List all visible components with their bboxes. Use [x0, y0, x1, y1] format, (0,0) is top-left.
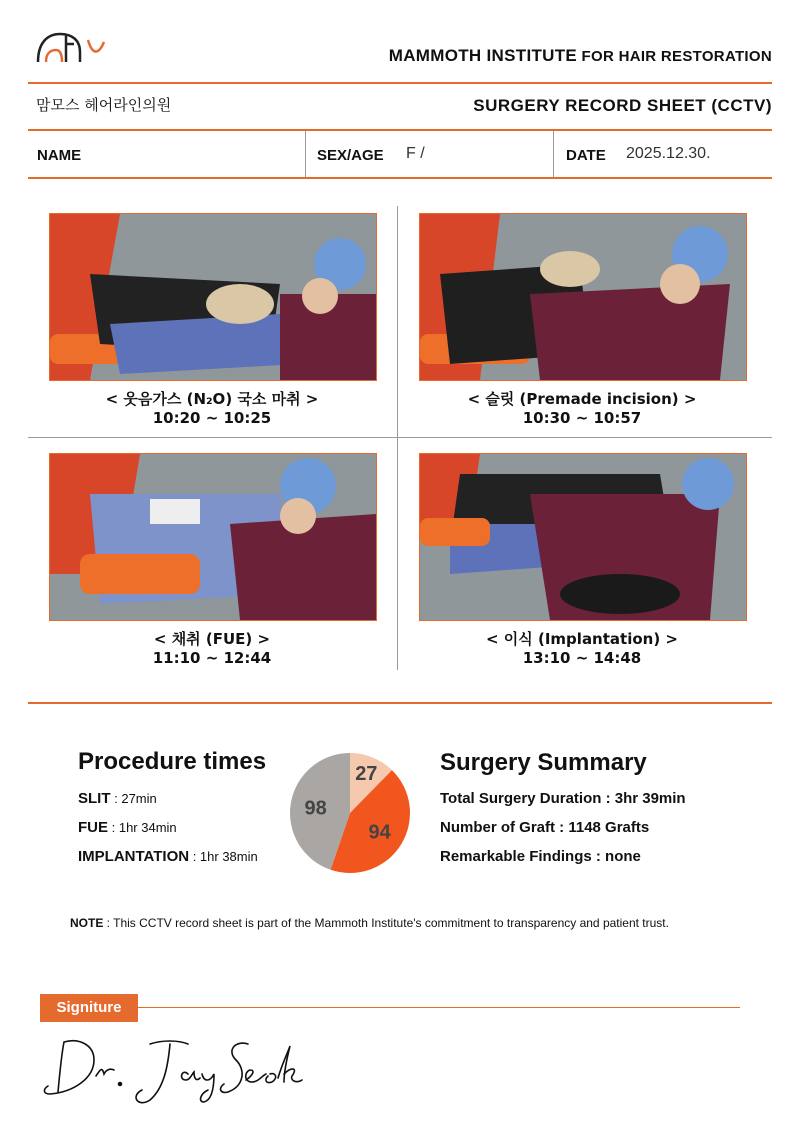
procedure-label-fue: FUE	[78, 819, 108, 836]
photo-step-2: < 슬릿 (Premade incision) >	[467, 390, 697, 408]
header-divider-1	[28, 82, 772, 84]
pie-label-fue: 94	[368, 821, 391, 844]
pie-label-slit: 27	[355, 763, 378, 786]
name-label: NAME	[37, 147, 82, 164]
photo-step-3: < 채취 (FUE) >	[153, 630, 271, 648]
photo-caption-1	[52, 390, 372, 428]
sex-age-value: F /	[406, 145, 425, 162]
mammoth-logo	[36, 28, 108, 64]
cctv-photo-slit	[419, 213, 747, 381]
clinic-name-kr: 맘모스 헤어라인의원	[36, 96, 172, 114]
note-text: : This CCTV record sheet is part of the Mammoth Institute's commitment to transparency and patient trust.	[103, 916, 669, 930]
photo-caption-2	[422, 390, 742, 428]
info-separator-2	[553, 131, 554, 177]
cctv-photo-fue	[49, 453, 377, 621]
procedure-title: Procedure times	[78, 748, 267, 775]
photo-time-3: 11:10 ~ 12:44	[152, 649, 272, 667]
procedure-row-fue	[78, 819, 177, 836]
summary-grafts: Number of Graft : 1148 Grafts	[440, 819, 650, 836]
date-value: 2025.12.30.	[626, 145, 711, 162]
photo-step-1: < 웃음가스 (N₂O) 국소 마취 >	[105, 390, 319, 408]
photo-time-1: 10:20 ~ 10:25	[152, 409, 272, 427]
procedure-row-slit	[78, 790, 157, 807]
summary-title: Surgery Summary	[440, 749, 647, 776]
procedure-value-slit: : 27min	[110, 791, 157, 806]
summary-duration: Total Surgery Duration : 3hr 39min	[440, 790, 686, 807]
procedure-pie-chart	[288, 751, 412, 875]
note-label: NOTE	[70, 916, 104, 930]
sex-age-label: SEX/AGE	[317, 147, 384, 164]
summary-findings: Remarkable Findings : none	[440, 848, 641, 865]
procedure-row-implantation	[78, 848, 258, 865]
photo-caption-3	[52, 630, 372, 668]
procedure-value-implantation: : 1hr 38min	[189, 849, 258, 864]
photo-time-2: 10:30 ~ 10:57	[522, 409, 642, 427]
procedure-label-slit: SLIT	[78, 790, 111, 807]
cctv-photo-anesthesia	[49, 213, 377, 381]
procedure-label-implantation: IMPLANTATION	[78, 848, 190, 865]
signature-line	[138, 1007, 740, 1008]
info-separator-1	[305, 131, 306, 177]
brand-main: MAMMOTH INSTITUTE	[388, 46, 578, 65]
signature-handwriting	[38, 1030, 308, 1110]
header-divider-2	[28, 129, 772, 131]
signature-label: Signiture	[40, 994, 138, 1022]
photos-divider	[28, 702, 772, 704]
photo-time-4: 13:10 ~ 14:48	[522, 649, 642, 667]
photo-grid-horizontal	[28, 437, 772, 438]
date-label: DATE	[566, 147, 606, 164]
brand-title	[389, 46, 772, 66]
photo-grid-vertical	[397, 206, 398, 670]
photo-caption-4	[422, 630, 742, 668]
brand-sub: FOR HAIR RESTORATION	[577, 48, 772, 65]
photo-step-4: < 이식 (Implantation) >	[486, 630, 678, 648]
pie-label-implantation: 98	[304, 797, 327, 820]
sheet-title: SURGERY RECORD SHEET (CCTV)	[473, 96, 772, 115]
procedure-value-fue: : 1hr 34min	[108, 820, 177, 835]
footer-note	[70, 916, 669, 930]
cctv-photo-implantation	[419, 453, 747, 621]
info-divider	[28, 177, 772, 179]
